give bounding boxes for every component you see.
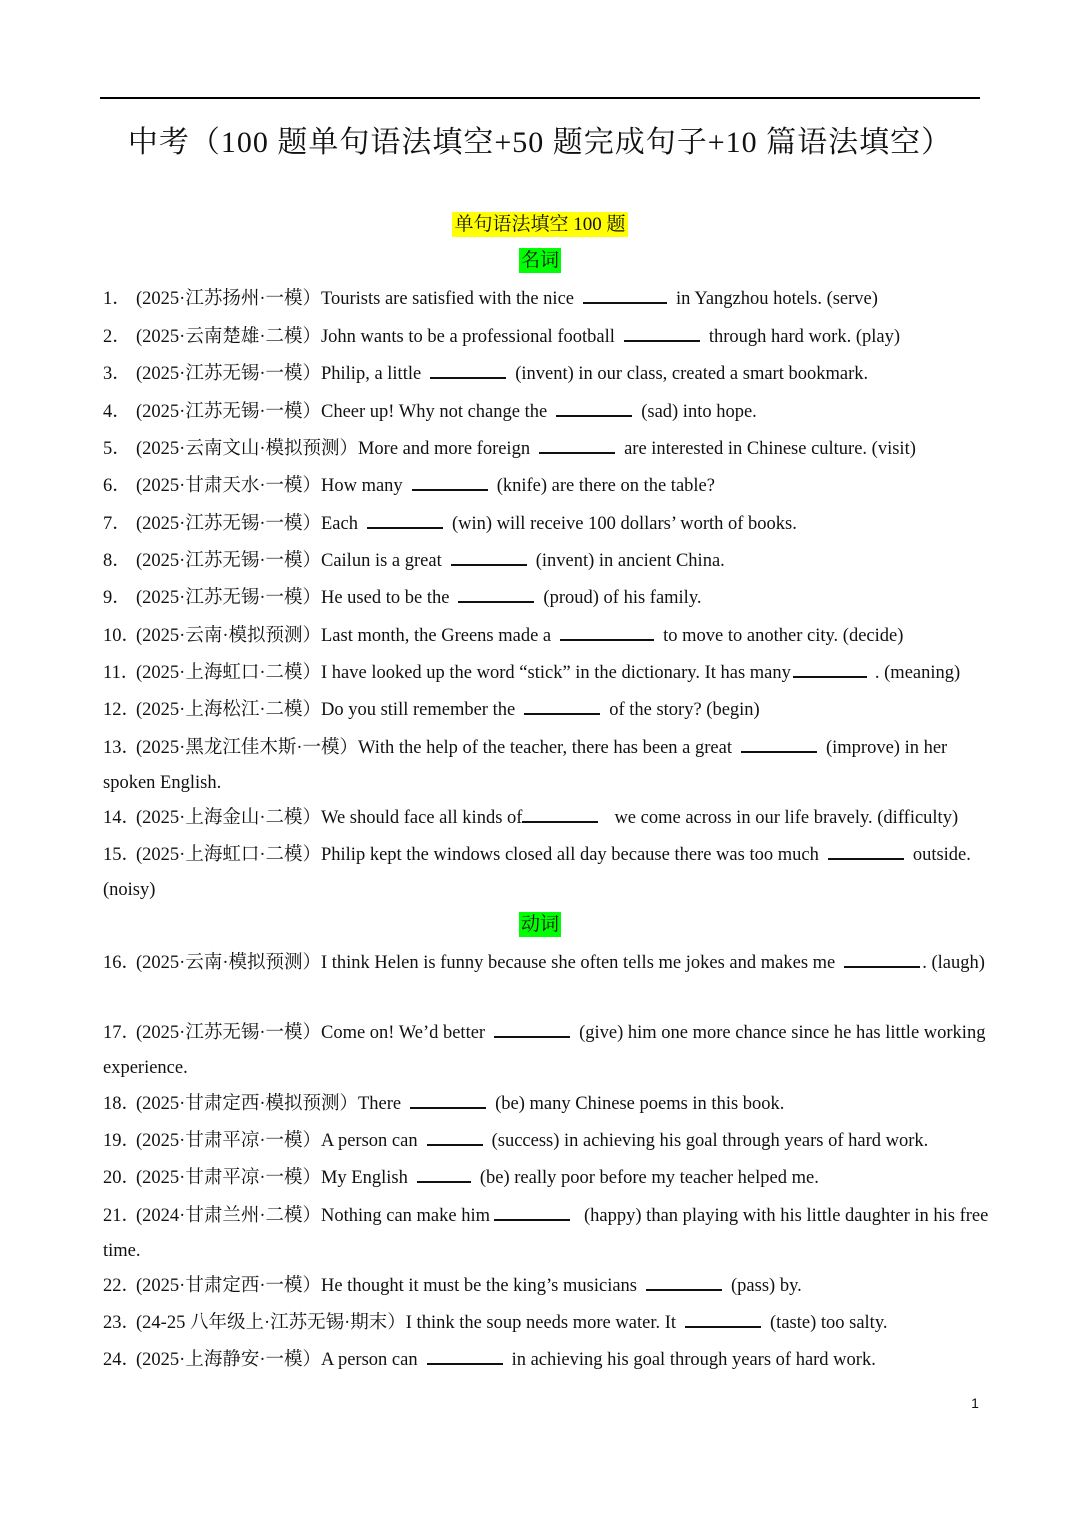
answer-blank[interactable] [583,301,667,304]
answer-blank[interactable] [624,339,700,342]
answer-blank[interactable] [451,563,527,566]
question-item: 24．(2025·上海静安·一模）A person can in achieving his goal through years of hard work. [103,1350,876,1370]
question-item: 20．(2025·甘肃平凉·一模）My English (be) really poor before my teacher helped me. [103,1168,819,1188]
answer-blank[interactable] [417,1180,471,1183]
question-item: 23．(24-25 八年级上·江苏无锡·期末）I think the soup needs more water. It (taste) too salty. [103,1313,888,1333]
answer-blank[interactable] [685,1325,761,1328]
section-heading-verb [0,912,1080,938]
question-item: 16．(2025·云南·模拟预测）I think Helen is funny because she often tells me jokes and makes me . (laugh) [103,953,985,973]
question-item: 1． (2025·江苏扬州·一模）Tourists are satisfied with the nice in Yangzhou hotels. (serve) [103,289,878,309]
question-item: 14．(2025·上海金山·二模）We should face all kinds of we come across in our life bravely. (difficulty) [103,808,959,828]
question-item: 2． (2025·云南楚雄·二模）John wants to be a professional football through hard work. (play) [103,327,900,347]
answer-blank[interactable] [430,376,506,379]
answer-blank[interactable] [412,488,488,491]
question-item: 19．(2025·甘肃平凉·一模）A person can (success) in achieving his goal through years of hard work. [103,1131,929,1151]
answer-blank[interactable] [458,600,534,603]
answer-blank[interactable] [410,1106,486,1109]
answer-blank[interactable] [427,1362,503,1365]
question-item: 18．(2025·甘肃定西·模拟预测）There (be) many Chinese poems in this book. [103,1094,785,1114]
section-heading-main-label: 单句语法填空 100 题 [454,214,626,235]
question-item: 10．(2025·云南·模拟预测）Last month, the Greens made a to move to another city. (decide) [103,626,904,646]
document-title: 中考（100 题单句语法填空+50 题完成句子+10 篇语法填空） [127,126,953,159]
page-number: 1 [971,1395,979,1411]
answer-blank[interactable] [539,451,615,454]
answer-blank[interactable] [556,414,632,417]
answer-blank[interactable] [828,857,904,860]
answer-blank[interactable] [494,1218,570,1221]
answer-blank[interactable] [494,1035,570,1038]
question-item: 11．(2025·上海虹口·二模）I have looked up the word “stick” in the dictionary. It has many . (meaning) [103,663,961,683]
answer-blank[interactable] [367,526,443,529]
question-item: 17．(2025·江苏无锡·一模）Come on! We’d better (give) him one more chance since he has little working experience. [103,1023,986,1078]
section-heading-noun [0,248,1080,274]
question-item: 21．(2024·甘肃兰州·二模）Nothing can make him (happy) than playing with his little daughter in his free time. [103,1206,989,1261]
answer-blank[interactable] [427,1143,483,1146]
question-item: 13．(2025·黑龙江佳木斯·一模）With the help of the teacher, there has been a great (improve) in her spoken English. [103,738,948,793]
answer-blank[interactable] [560,638,654,641]
answer-blank[interactable] [522,820,598,823]
answer-blank[interactable] [741,750,817,753]
answer-blank[interactable] [646,1288,722,1291]
section-heading-verb-label: 动词 [520,914,559,935]
question-item: 12．(2025·上海松江·二模）Do you still remember the of the story? (begin) [103,700,760,720]
section-heading-noun-label: 名词 [520,250,559,271]
question-item: 15．(2025·上海虹口·二模）Philip kept the windows closed all day because there was too much outside. (noisy) [103,845,971,900]
section-heading-main [0,212,1080,238]
question-item: 8． (2025·江苏无锡·一模）Cailun is a great (invent) in ancient China. [103,551,725,571]
question-item: 6． (2025·甘肃天水·一模）How many (knife) are there on the table? [103,476,715,496]
question-item: 4． (2025·江苏无锡·一模）Cheer up! Why not change the (sad) into hope. [103,402,757,422]
question-item: 7． (2025·江苏无锡·一模）Each (win) will receive 100 dollars’ worth of books. [103,514,797,534]
question-item: 3． (2025·江苏无锡·一模）Philip, a little (invent) in our class, created a smart bookmark. [103,364,869,384]
question-item: 5． (2025·云南文山·模拟预测）More and more foreign are interested in Chinese culture. (visit) [103,439,916,459]
question-item: 22．(2025·甘肃定西·一模）He thought it must be the king’s musicians (pass) by. [103,1276,802,1296]
answer-blank[interactable] [793,675,867,678]
answer-blank[interactable] [524,712,600,715]
answer-blank[interactable] [844,965,920,968]
header-rule [100,97,980,99]
question-item: 9． (2025·江苏无锡·一模）He used to be the (proud) of his family. [103,588,702,608]
